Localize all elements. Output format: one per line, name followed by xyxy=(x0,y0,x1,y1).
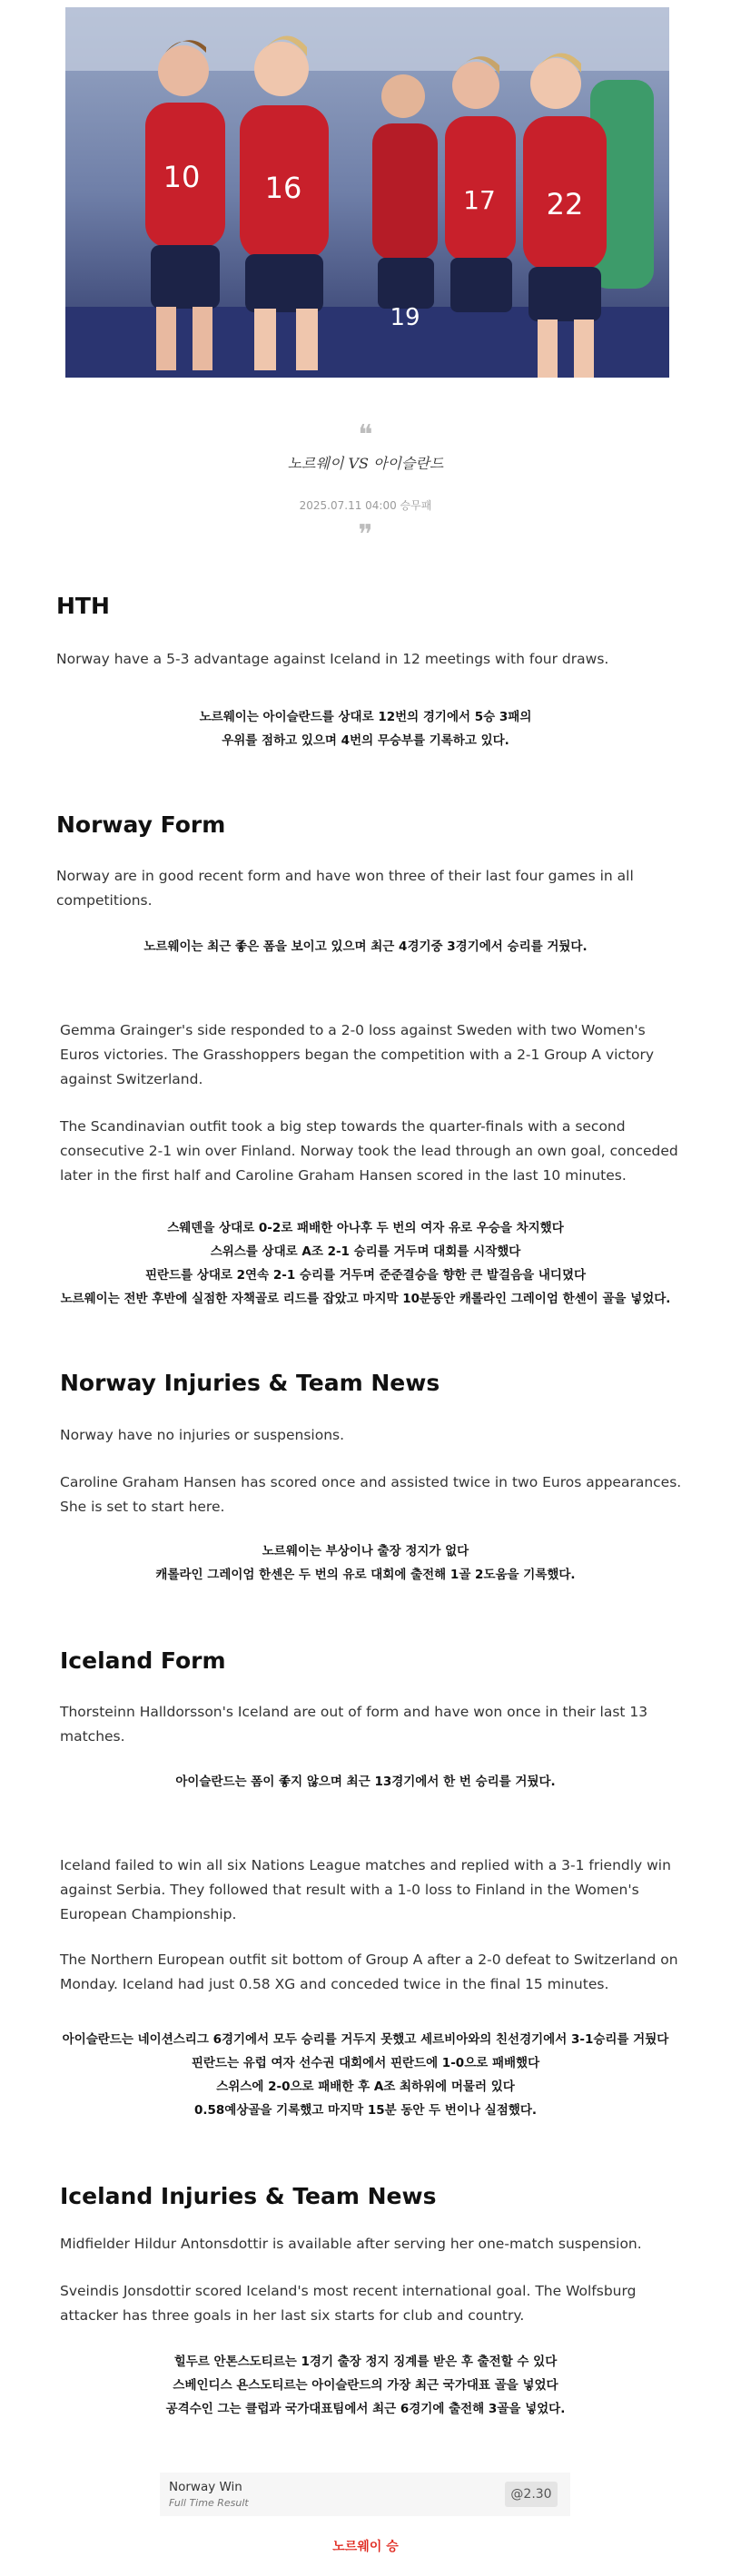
hero-photo xyxy=(65,7,669,378)
korean-line: 노르웨이는 아이슬란드를 상대로 12번의 경기에서 5승 3패의 xyxy=(199,710,532,724)
korean-line: 힐두르 안톤스도티르는 1경기 출장 정지 징계를 받은 후 출전할 수 있다 xyxy=(173,2355,558,2369)
iceland-injuries-paragraph-2: Sveindis Jonsdottir scored Iceland's most recent international goal. The Wolfsburg attacker has three goals in her last six starts for club and country. xyxy=(60,2283,637,2324)
korean-line: 0.58예상골을 기록했고 마지막 15분 동안 두 번이나 실점했다. xyxy=(193,2103,538,2118)
match-title: 노르웨이 VS 아이슬란드 xyxy=(287,455,444,472)
svg-text:17: 17 xyxy=(463,185,496,215)
korean-line: 노르웨이는 전반 후반에 실점한 자책골로 리드를 잡았고 마지막 10분동안 캐롤라인 그레이엄 한센이 골을 넣었다. xyxy=(60,1292,671,1306)
section-heading-hth: HTH xyxy=(56,593,110,619)
korean-line: 아이슬란드는 폼이 좋지 않으며 최근 13경기에서 한 번 승리를 거뒀다. xyxy=(175,1775,556,1789)
korean-line: 스베인디스 욘스도티르는 아이슬란드의 가장 최근 국가대표 골을 넣었다 xyxy=(173,2378,558,2393)
hth-paragraph: Norway have a 5-3 advantage against Iceland in 12 meetings with four draws. xyxy=(56,651,609,667)
svg-text:19: 19 xyxy=(390,304,420,331)
korean-line: 스위스에 2-0으로 패배한 후 A조 최하위에 머물러 있다 xyxy=(216,2079,515,2094)
norway-injuries-paragraph-2: Caroline Graham Hansen has scored once and assisted twice in two Euros appearances. She is set to start here. xyxy=(60,1474,682,1515)
bet-selection-name: Norway Win xyxy=(169,2480,242,2494)
section-heading-norway-injuries: Norway Injuries & Team News xyxy=(60,1370,440,1396)
bet-selection-card[interactable] xyxy=(160,2473,570,2516)
korean-line: 핀란드를 상대로 2연속 2-1 승리를 거두며 준준결승을 향한 큰 발걸음을 내디뎠다 xyxy=(144,1268,587,1283)
norway-form-paragraph: Norway are in good recent form and have won three of their last four games in all competitions. xyxy=(56,868,634,909)
norway-form-paragraph-3: The Scandinavian outfit took a big step towards the quarter-finals with a second consecutive 2-1 win over Finland. Norway took the lead through an own goal, conceded later in the first half and Caroline Graham Hansen scored in the last 10 minutes. xyxy=(60,1118,678,1184)
norway-form-paragraph-2: Gemma Grainger's side responded to a 2-0 loss against Sweden with two Women's Euros victories. The Grasshoppers began the competition with a 2-1 Group A victory against Switzerland. xyxy=(60,1022,655,1087)
bet-odds-button[interactable]: @2.30 xyxy=(505,2482,558,2507)
iceland-form-paragraph: Thorsteinn Halldorsson's Iceland are out of form and have won once in their last 13 matches. xyxy=(60,1704,648,1745)
svg-text:10: 10 xyxy=(163,160,201,194)
match-date-type: 2025.07.11 04:00 승무패 xyxy=(299,499,432,512)
bet-market-name: Full Time Result xyxy=(169,2497,249,2509)
norway-form-korean-detail xyxy=(0,1216,731,1311)
korean-line: 공격수인 그는 클럽과 국가대표팀에서 최근 6경기에 출전해 3골을 넣었다. xyxy=(165,2402,566,2416)
korean-line: 아이슬란드는 네이션스리그 6경기에서 모두 승리를 거두지 못했고 세르비아와의 친선경기에서 3-1승리를 거뒀다 xyxy=(62,2032,669,2047)
iceland-injuries-paragraph: Midfielder Hildur Antonsdottir is available after serving her one-match suspension. xyxy=(60,2236,642,2252)
korean-line: 노르웨이는 최근 좋은 폼을 보이고 있으며 최근 4경기중 3경기에서 승리를 거뒀다. xyxy=(143,939,588,954)
korean-line: 우위를 점하고 있으며 4번의 무승부를 기록하고 있다. xyxy=(222,733,509,748)
norway-injuries-korean-summary xyxy=(0,1539,731,1587)
korean-line: 스웨덴을 상대로 0-2로 패배한 아나후 두 번의 여자 유로 우승을 차지했다 xyxy=(167,1221,564,1235)
final-pick-label: 노르웨이 승 xyxy=(332,2540,399,2554)
norway-form-korean-summary xyxy=(0,935,731,959)
korean-line: 노르웨이는 부상이나 출장 정지가 없다 xyxy=(262,1544,469,1558)
iceland-form-paragraph-3: The Northern European outfit sit bottom of Group A after a 2-0 defeat to Switzerland on Monday. Iceland had just 0.58 XG and conceded twice in the final 15 minutes. xyxy=(60,1952,678,1992)
korean-line: 스위스를 상대로 A조 2-1 승리를 거두며 대회를 시작했다 xyxy=(210,1244,521,1259)
norway-injuries-paragraph: Norway have no injuries or suspensions. xyxy=(60,1427,345,1443)
iceland-form-paragraph-2: Iceland failed to win all six Nations League matches and replied with a 3-1 friendly win against Serbia. They followed that result with a 1-0 loss to Finland in the Women's European Championship. xyxy=(60,1857,671,1922)
open-quote-icon: ❝ xyxy=(358,419,373,451)
korean-line: 핀란드는 유럽 여자 선수권 대회에서 핀란드에 1-0으로 패배했다 xyxy=(191,2056,540,2070)
iceland-form-korean-detail xyxy=(0,2028,731,2122)
korean-line: 캐롤라인 그레이엄 한센은 두 번의 유로 대회에 출전해 1골 2도움을 기록했다. xyxy=(155,1568,576,1582)
svg-text:22: 22 xyxy=(546,187,584,221)
section-heading-iceland-form: Iceland Form xyxy=(60,1647,226,1674)
iceland-form-korean-summary xyxy=(0,1770,731,1794)
svg-text:16: 16 xyxy=(264,171,302,205)
close-quote-icon: ❞ xyxy=(358,519,373,551)
hth-korean-summary xyxy=(0,705,731,752)
section-heading-norway-form: Norway Form xyxy=(56,811,226,838)
section-heading-iceland-injuries: Iceland Injuries & Team News xyxy=(60,2183,437,2209)
iceland-injuries-korean-summary xyxy=(0,2350,731,2421)
